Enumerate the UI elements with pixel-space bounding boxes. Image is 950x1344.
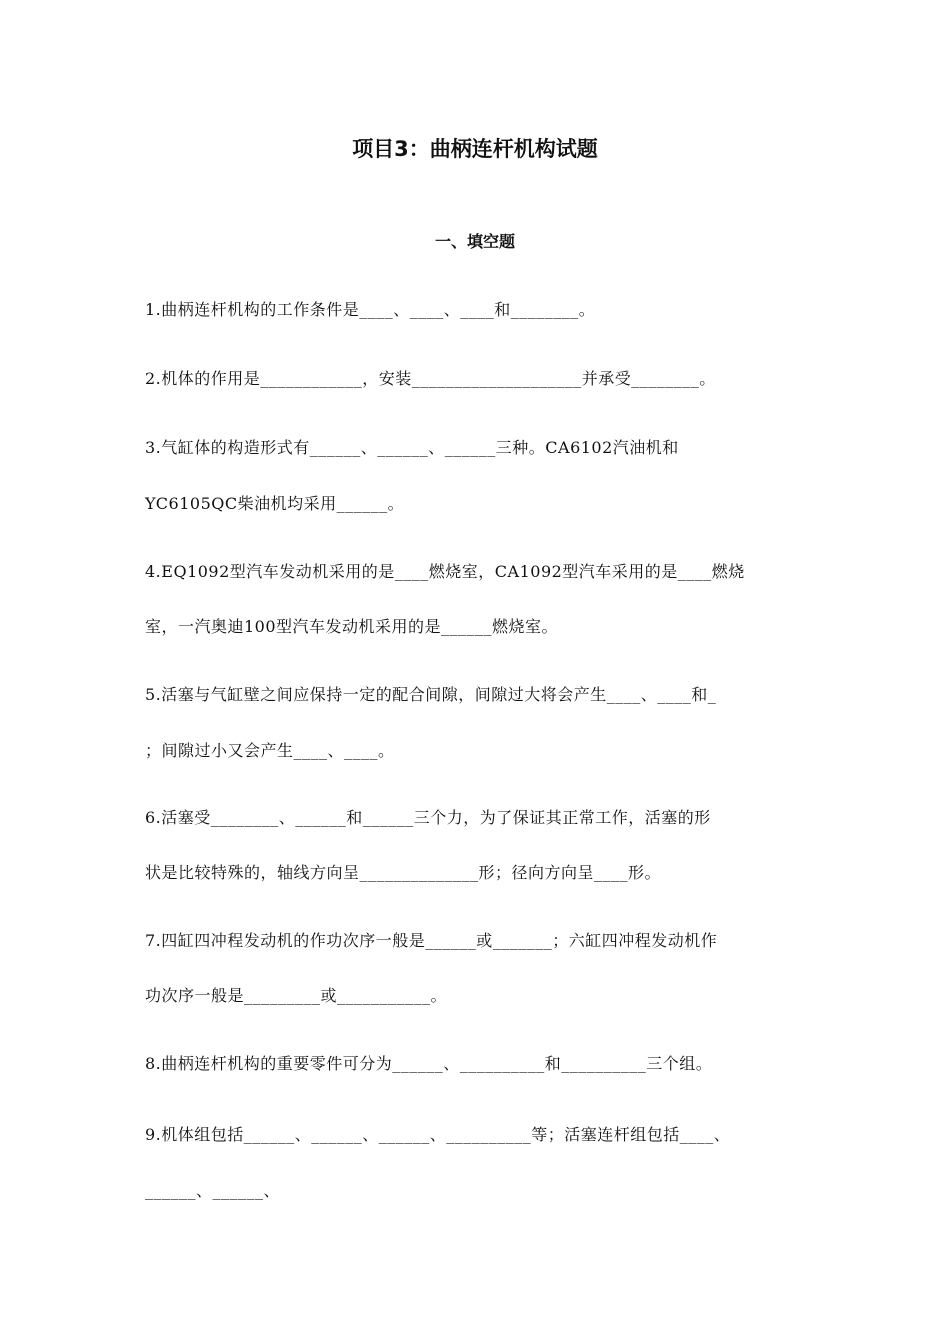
question-line: 7.四缸四冲程发动机的作功次序一般是______或_______；六缸四冲程发动机作 (145, 931, 718, 950)
section-heading: 一、填空题 (434, 232, 515, 251)
question-line: 9.机体组包括______、______、______、__________等；活塞连杆组包括____、 (145, 1125, 731, 1144)
question-line: 1.曲柄连杆机构的工作条件是____、____、____和________。 (145, 300, 596, 319)
question-line: YC6105QC柴油机均采用______。 (145, 494, 405, 513)
page-title: 项目3：曲柄连杆机构试题 (352, 137, 598, 161)
question-line: 3.气缸体的构造形式有______、______、______三种。CA6102汽油机和 (145, 438, 679, 457)
question-line: 室，一汽奥迪100型汽车发动机采用的是______燃烧室。 (145, 617, 559, 636)
question-line: ；间隙过小又会产生____、____。 (145, 741, 395, 760)
question-line: ______、______、 (145, 1181, 281, 1200)
question-line: 功次序一般是_________或___________。 (145, 986, 448, 1005)
question-line: 状是比较特殊的，轴线方向呈______________形；径向方向呈____形。 (145, 863, 662, 882)
question-line: 8.曲柄连杆机构的重要零件可分为______、__________和__________三个组。 (145, 1054, 713, 1073)
question-line: 6.活塞受________、______和______三个力，为了保证其正常工作，活塞的形 (145, 808, 711, 827)
question-line: 2.机体的作用是____________，安装____________________并承受________。 (145, 369, 716, 388)
question-line: 5.活塞与气缸壁之间应保持一定的配合间隙，间隙过大将会产生____、____和_ (145, 685, 717, 704)
question-line: 4.EQ1092型汽车发动机采用的是____燃烧室，CA1092型汽车采用的是____燃烧 (145, 562, 745, 581)
